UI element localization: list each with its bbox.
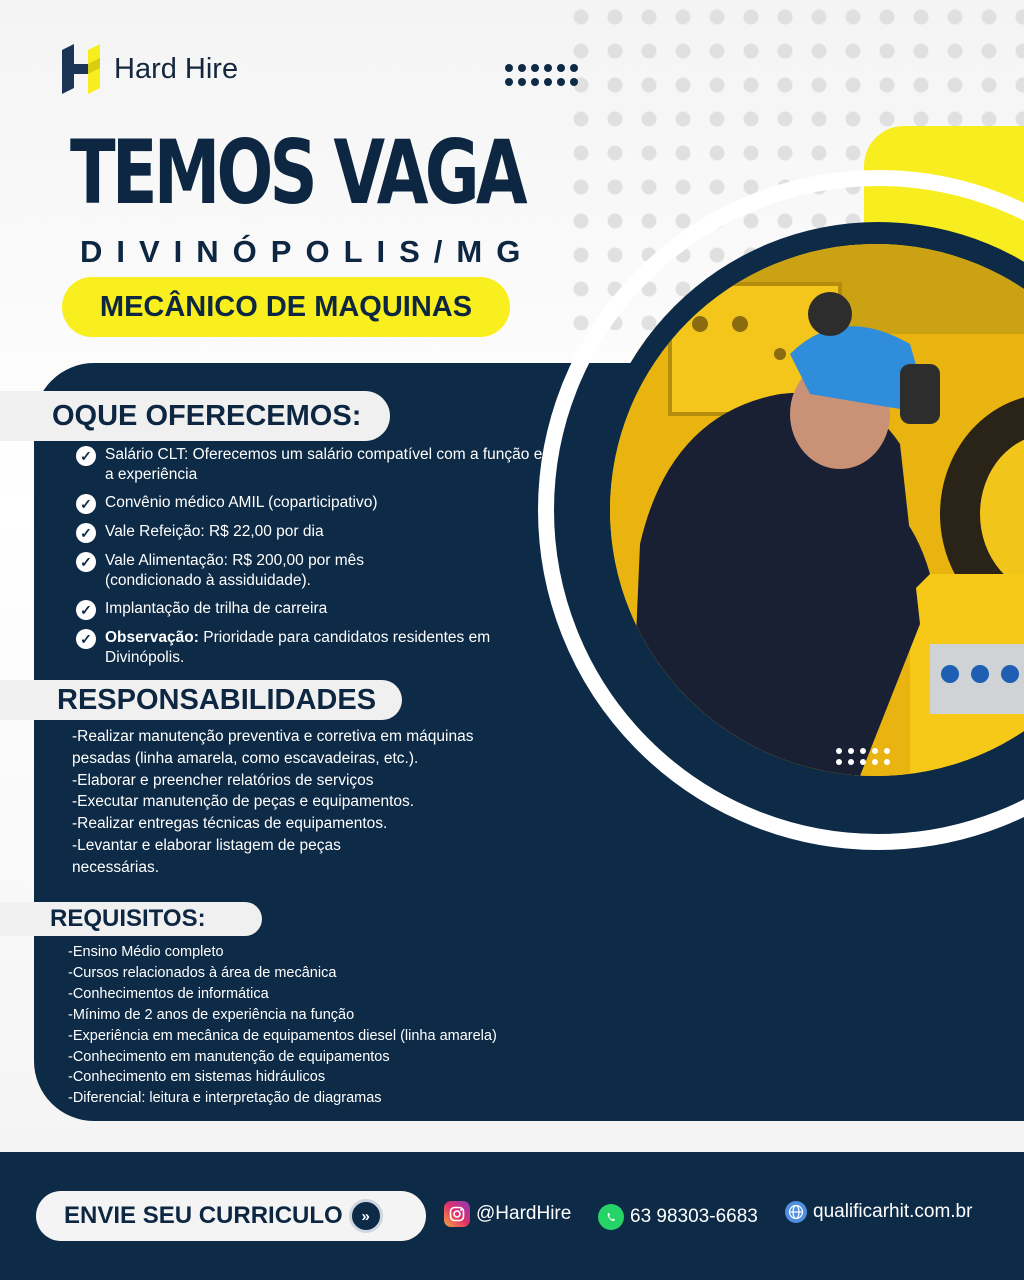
- list-item: -Elaborar e preencher relatórios de serviços: [72, 771, 374, 789]
- globe-icon: [785, 1201, 807, 1223]
- double-chevron-right-icon: »: [349, 1199, 383, 1233]
- whatsapp-icon: [598, 1204, 624, 1230]
- note-text: Prioridade para candidatos residentes em Divinópolis.: [105, 629, 491, 666]
- responsibilities-list: [72, 726, 512, 879]
- list-item: [76, 551, 396, 591]
- note-label: Observação:: [105, 629, 199, 646]
- requirements-list: [68, 942, 588, 1109]
- list-item: -Cursos relacionados à área de mecânica: [68, 964, 337, 981]
- benefit-text: Salário CLT: Oferecemos um salário compatível com a função e a experiência: [105, 446, 543, 483]
- headline-title: TEMOS VAGA: [70, 121, 524, 224]
- website-url: qualificarhit.com.br: [813, 1201, 973, 1222]
- check-icon: ✓: [76, 600, 96, 620]
- check-icon: ✓: [76, 552, 96, 572]
- benefit-text: Vale Alimentação: R$ 200,00 por mês (condicionado à assiduidade).: [105, 552, 365, 589]
- responsibilities-heading: RESPONSABILIDADES: [0, 680, 402, 720]
- whatsapp-link[interactable]: [598, 1204, 758, 1230]
- check-icon: ✓: [76, 629, 96, 649]
- benefit-text: [105, 628, 546, 668]
- list-item: -Realizar manutenção preventiva e corretiva em máquinas pesadas (linha amarela, como escavadeiras, etc.).: [72, 728, 474, 767]
- list-item: -Experiência em mecânica de equipamentos diesel (linha amarela): [68, 1027, 497, 1044]
- benefits-list: [76, 445, 546, 676]
- requirements-heading: REQUISITOS:: [0, 902, 262, 936]
- instagram-handle: @HardHire: [476, 1203, 572, 1224]
- list-item: -Levantar e elaborar listagem de peças necessárias.: [72, 836, 341, 876]
- brand-name: Hard Hire: [114, 52, 239, 85]
- list-item: [76, 522, 546, 543]
- whatsapp-number: 63 98303-6683: [630, 1206, 758, 1227]
- decorative-dots: [505, 64, 578, 86]
- check-icon: ✓: [76, 446, 96, 466]
- logo-mark-icon: [58, 44, 104, 94]
- job-role-badge: MECÂNICO DE MAQUINAS: [62, 277, 510, 337]
- instagram-link[interactable]: [444, 1201, 571, 1227]
- benefit-text: Implantação de trilha de carreira: [105, 600, 328, 617]
- list-item: [76, 445, 546, 485]
- list-item: -Conhecimentos de informática: [68, 985, 269, 1002]
- website-link[interactable]: [785, 1201, 972, 1223]
- list-item: -Conhecimento em sistemas hidráulicos: [68, 1069, 326, 1086]
- send-resume-button[interactable]: [36, 1191, 426, 1241]
- check-icon: ✓: [76, 523, 96, 543]
- list-item: [76, 493, 546, 514]
- cta-label: ENVIE SEU CURRICULO: [64, 1202, 343, 1229]
- decorative-dots: [836, 748, 890, 765]
- list-item: -Executar manutenção de peças e equipamentos.: [72, 793, 415, 811]
- list-item: -Ensino Médio completo: [68, 944, 224, 960]
- list-item: -Diferencial: leitura e interpretação de diagramas: [68, 1090, 382, 1107]
- list-item: [76, 628, 546, 668]
- instagram-icon: [444, 1201, 470, 1227]
- headline-city: DIVINÓPOLIS/MG: [80, 234, 535, 269]
- list-item: [76, 599, 546, 620]
- benefit-text: Vale Refeição: R$ 22,00 por dia: [105, 523, 324, 540]
- list-item: -Conhecimento em manutenção de equipamentos: [68, 1048, 390, 1065]
- benefit-text: Convênio médico AMIL (coparticipativo): [105, 494, 378, 511]
- brand-logo: [58, 44, 238, 94]
- list-item: -Mínimo de 2 anos de experiência na função: [68, 1006, 355, 1023]
- offers-heading: OQUE OFERECEMOS:: [0, 391, 390, 441]
- list-item: -Realizar entregas técnicas de equipamentos.: [72, 815, 388, 833]
- check-icon: ✓: [76, 494, 96, 514]
